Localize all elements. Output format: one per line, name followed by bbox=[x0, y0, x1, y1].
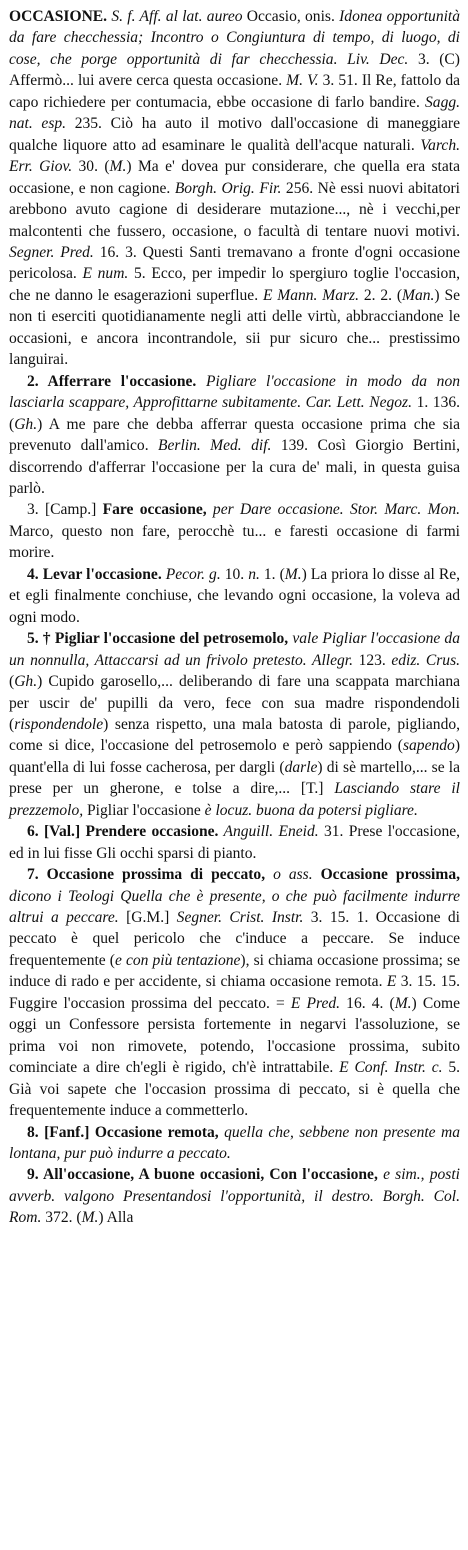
text-run: 123. bbox=[353, 651, 392, 669]
text-run: 10. bbox=[220, 565, 249, 583]
sense-paragraph-p6 bbox=[9, 821, 460, 864]
text-run: ), si chiama occasione prossima; se induce di rado e per accidente, si chiama occasione remota. bbox=[9, 951, 460, 991]
bold-run: Pigliar l'occasione del petrosemolo, bbox=[54, 630, 289, 648]
italic-run: M. bbox=[394, 994, 412, 1012]
italic-run: quella che, sebbene non presente ma lontana, pur può indurre a peccato. bbox=[9, 1123, 460, 1163]
italic-run: E num. bbox=[82, 265, 129, 283]
italic-run: Varch. Err. Giov. bbox=[9, 136, 460, 176]
italic-run: Aff. bbox=[139, 8, 162, 25]
text-run: 235. Ciò ha auto il motivo dall'occasione di maneggiare qualche liquore atto ad esaminare le qualità dell'acque naturali. bbox=[9, 115, 460, 154]
sense-paragraph-p9 bbox=[9, 1164, 460, 1228]
italic-run: ediz. Crus. bbox=[391, 651, 461, 669]
text-run: 3. [Camp.] bbox=[27, 501, 103, 519]
bold-run: Occasione remota, bbox=[94, 1123, 219, 1141]
sense-paragraph-p5 bbox=[9, 628, 460, 821]
text-run: ) Ma e' dovea pur considerare, che quella era stata occasione, e non cagione. bbox=[9, 158, 460, 197]
sense-paragraph-p2 bbox=[9, 371, 460, 500]
italic-run: Berlin. Med. dif. bbox=[158, 437, 272, 455]
bold-run: Occasione prossima, bbox=[320, 866, 460, 884]
text-run: 30. ( bbox=[72, 158, 110, 176]
italic-run: E Pred. bbox=[290, 994, 341, 1012]
text-run: 1. ( bbox=[259, 565, 285, 583]
text-run: ) Alla bbox=[98, 1209, 134, 1227]
italic-run: sapendo bbox=[402, 737, 455, 755]
text-run: ) quant'ella di lui fosse cacherosa, per dargli ( bbox=[9, 737, 460, 776]
text-run: ) La priora lo disse al Re, et egli finalmente conchiuse, che levando ogni occasione, la voleva ad ogni modo. bbox=[9, 565, 460, 626]
italic-run: Gh. bbox=[14, 673, 38, 691]
italic-run: E bbox=[386, 973, 397, 991]
italic-run: M. bbox=[81, 1209, 99, 1227]
text-run: 1. 136. ( bbox=[9, 394, 461, 433]
text-run: ) A me pare che debba afferrar questa occasione prima che sia prevenuto dall'amico. bbox=[9, 415, 460, 455]
bold-run: 8. [Fanf.] bbox=[27, 1123, 95, 1141]
sense-paragraph-p7 bbox=[9, 864, 460, 1121]
italic-run: darle bbox=[284, 758, 318, 776]
italic-run: al lat. bbox=[161, 8, 203, 25]
bold-run: Fare occasione, bbox=[102, 501, 207, 519]
italic-run: M. V. bbox=[286, 72, 319, 90]
italic-run: E Mann. Marz. bbox=[262, 286, 359, 304]
text-run: 139. Così Giorgio Bertini, discorrendo d'afferrar l'occasione per la cura de' mali, in questa guisa parlò. bbox=[9, 437, 460, 497]
italic-run: dicono i Teologi Quella che è presente, o che può facilmente indurre altrui a peccare. bbox=[9, 887, 460, 927]
text-run: 16. 3. Questi Santi tremavano a fronte d'ogni occasione pericolosa. bbox=[9, 243, 460, 283]
text-run: 31. Prese l'occasione, ed in lui fisse Gli occhi sparsi di pianto. bbox=[9, 823, 460, 862]
text-run: 16. 4. ( bbox=[340, 994, 395, 1012]
bold-run: 6. [Val.] bbox=[27, 823, 86, 841]
italic-run: M. bbox=[109, 158, 127, 176]
italic-run: M. bbox=[284, 565, 302, 583]
text-run: [G.M.] bbox=[118, 909, 177, 927]
italic-run: Pigliare l'occasione in modo da non lasciarla scappare, Approfittarne subitamente. Car. Lett. Negoz. bbox=[9, 372, 460, 412]
italic-run: per Dare occasione. Stor. Marc. Mon. bbox=[206, 501, 460, 519]
entry-definition-paragraph bbox=[9, 6, 460, 371]
bold-run: All'occasione, A buone occasioni, Con l'occasione, bbox=[43, 1166, 378, 1184]
italic-run: Segner. Crist. Instr. bbox=[176, 909, 304, 927]
italic-run: Anguill. Eneid. bbox=[218, 823, 319, 841]
text-run: Marco, questo non fare, perocchè tu... e faresti occasione di farmi morire. bbox=[9, 522, 460, 562]
text-run: Occasio, onis. bbox=[242, 8, 340, 25]
text-run: 3. (C) Affermò... lui avere cerca questa occasione. bbox=[9, 50, 460, 90]
text-run: 3. 15. 1. Occasione di peccato è quel pericolo che c'induce a peccare. Se induce frequentemente ( bbox=[9, 909, 460, 969]
bold-run: 5. † bbox=[27, 630, 55, 648]
bold-run: Afferrare l'occasione. bbox=[47, 372, 197, 390]
text-run: 3. 15. 15. Fuggire l'occasion prossima del peccato. = bbox=[9, 973, 460, 1012]
sense-paragraph-p8 bbox=[9, 1122, 460, 1165]
bold-run: 2. bbox=[27, 372, 48, 390]
sense-paragraph-p4 bbox=[9, 564, 460, 628]
bold-run: Prendere occasione. bbox=[85, 823, 219, 841]
italic-run: f. bbox=[127, 8, 140, 25]
text-run: 3. 51. Il Re, fattolo da capo richiedere per contumacia, ebbe occasione di farlo bandire. bbox=[9, 72, 461, 111]
text-run: ( bbox=[9, 673, 15, 691]
italic-run: n. bbox=[248, 565, 260, 583]
italic-run: Gh. bbox=[14, 415, 38, 433]
bold-run: Levar l'occasione. bbox=[42, 565, 162, 583]
text-run: Pigliar l'occasione bbox=[83, 801, 205, 819]
text-run: ) Come oggi un Confessore persista fortemente in negarvi l'assoluzione, se prima voi non rimovete, potendo, l'occasione prossima, subito cominciate a dire ch'egli è rigido, ch'è intrattabile. bbox=[9, 994, 460, 1077]
text-run: 5. Già voi sapete che l'occasion prossima di peccato, si è quella che frequentemente induce a commetterlo. bbox=[9, 1059, 460, 1120]
bold-run: 7. bbox=[27, 866, 47, 884]
text-run: ) senza rispetto, una mala batosta di parole, pigliando, come si dice, l'occasione del petrosemolo e però sappiendo ( bbox=[9, 715, 460, 755]
italic-run: Man. bbox=[402, 286, 435, 304]
italic-run: Idonea opportunità da fare checchessia; Incontro o Congiuntura di tempo, di luogo, di cose, che porge opportunità di far checchessia. Liv. Dec. bbox=[9, 8, 461, 68]
text-run: ) Se non ti eserciti quotidianamente negli atti delle virtù, abbracciandone le occasioni, e ancora incontrandole, sii pur sicuro che... prestissimo languirai. bbox=[9, 286, 460, 369]
text-run: 256. Nè essi nuovi abitatori arebbono avuto cagione di desiderare mutazione..., nè i vecchi,per malcontenti che fussero, occasione, o facultà di tentare nuovi motivi. bbox=[9, 179, 460, 240]
italic-run: aureo bbox=[202, 8, 243, 25]
text-run: ) Cupido garosello,... deliberando di fare una scappata marchiana per uscir de' pupilli da vero, fece con sua madre rispondendoli ( bbox=[9, 673, 460, 733]
text-run: 372. ( bbox=[41, 1209, 82, 1227]
italic-run: e con più tentazione bbox=[114, 951, 241, 969]
italic-run: vale Pigliar l'occasione da un nonnulla, Attaccarsi ad un frivolo pretesto. Allegr. bbox=[9, 630, 460, 669]
italic-run: S. bbox=[107, 8, 128, 25]
italic-run: Segner. Pred. bbox=[9, 243, 94, 261]
bold-run: OCCASIONE. bbox=[9, 8, 108, 25]
italic-run: e sim., posti avverb. valgono Presentandosi l'opportunità, il destro. Borgh. Col. Rom. bbox=[9, 1166, 460, 1227]
text-run: ) di sè martello,... se la prese per un gherone, e tolse a dire,... [T.] bbox=[9, 758, 460, 798]
italic-run: Pecor. g. bbox=[161, 565, 221, 583]
bold-run: 4. bbox=[27, 565, 43, 583]
italic-run: Borgh. Orig. Fir. bbox=[174, 179, 282, 197]
italic-run: Sagg. nat. esp. bbox=[9, 93, 460, 133]
italic-run: rispondendole bbox=[14, 715, 104, 733]
italic-run: E Conf. Instr. c. bbox=[339, 1059, 443, 1077]
text-run: 5. Ecco, per impedir lo spergiuro toglie l'occasion, che ne danno le esagerazioni superflue. bbox=[9, 265, 460, 304]
dictionary-entry-occasione bbox=[9, 6, 460, 1229]
bold-run: 9. bbox=[27, 1166, 44, 1184]
italic-run: Lasciando stare il prezzemolo, bbox=[9, 780, 460, 819]
italic-run: è locuz. buona da potersi pigliare. bbox=[204, 801, 418, 819]
text-run: 2. 2. ( bbox=[359, 286, 403, 304]
bold-run: Occasione prossima di peccato, bbox=[46, 866, 266, 884]
italic-run: o ass. bbox=[265, 866, 321, 884]
sense-paragraph-p3 bbox=[9, 499, 460, 563]
